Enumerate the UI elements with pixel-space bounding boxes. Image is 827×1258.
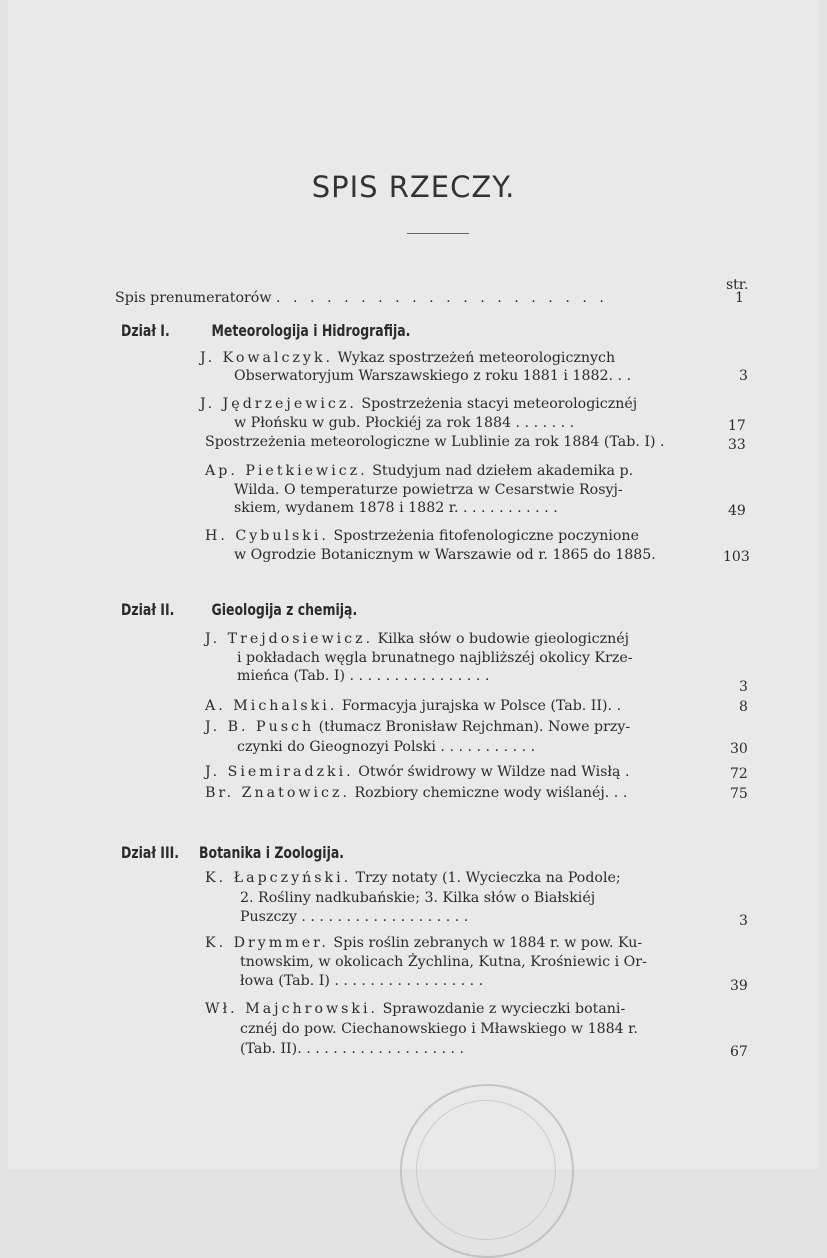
entry-text-line: Rozbiory chemiczne wody wiślanéj. . . bbox=[354, 785, 628, 801]
toc-entry bbox=[200, 395, 637, 414]
entry-text-line: Spostrzeżenia stacyi meteorologicznéj bbox=[361, 396, 638, 412]
section-heading bbox=[121, 321, 410, 340]
page-title: SPIS RZECZY. bbox=[311, 170, 516, 204]
entry-text-line: Formacyja jurajska w Polsce (Tab. II). . bbox=[341, 698, 622, 714]
entry-author: Ap. Pietkiewicz. bbox=[205, 463, 368, 479]
entry-page: 3 bbox=[739, 679, 748, 695]
toc-entry bbox=[205, 869, 621, 888]
entry-page: 49 bbox=[728, 503, 746, 519]
entry-text-line: Kilka słów o budowie gieologicznéj bbox=[377, 631, 630, 647]
library-stamp-inner-ring bbox=[416, 1100, 556, 1240]
entry-page: 67 bbox=[730, 1044, 748, 1060]
entry-page: 30 bbox=[730, 741, 748, 757]
entry-text-line: Puszczy . . . . . . . . . . . . . . . . . . . bbox=[240, 909, 469, 925]
entry-text-line: Studyjum nad dziełem akademika p. bbox=[372, 463, 634, 479]
section-heading bbox=[121, 843, 344, 862]
intro-entry bbox=[115, 289, 608, 308]
toc-entry bbox=[205, 462, 633, 481]
library-stamp bbox=[400, 1084, 574, 1258]
entry-page: 17 bbox=[728, 418, 746, 434]
section-title: Gieologija z chemiją. bbox=[211, 600, 358, 619]
entry-text-line: 2. Rośliny nadkubańskie; 3. Kilka słów o Białskiéj bbox=[240, 890, 596, 906]
entry-text-line: w Ogrodzie Botanicznym w Warszawie od r. 1865 do 1885. bbox=[234, 547, 656, 563]
entry-author: A. Michalski. bbox=[205, 698, 338, 714]
entry-page: 33 bbox=[728, 437, 746, 453]
entry-author: H. Cybulski. bbox=[205, 528, 329, 544]
entry-text-line: łowa (Tab. I) . . . . . . . . . . . . . . . . . bbox=[240, 973, 484, 989]
toc-entry bbox=[205, 433, 665, 452]
entry-author: J. B. Pusch bbox=[205, 719, 315, 735]
entry-text-line: (Tab. II). . . . . . . . . . . . . . . . . . . bbox=[240, 1041, 465, 1057]
toc-entry bbox=[205, 697, 621, 716]
toc-entry bbox=[205, 718, 630, 737]
toc-entry bbox=[205, 784, 627, 803]
entry-page: 103 bbox=[723, 549, 750, 565]
entry-page: 75 bbox=[730, 786, 748, 802]
intro-text: Spis prenumeratorów bbox=[115, 290, 272, 306]
entry-page: 39 bbox=[730, 978, 748, 994]
entry-text-line: Obserwatoryjum Warszawskiego z roku 1881 i 1882. . . bbox=[234, 368, 632, 384]
entry-author: K. Drymmer. bbox=[205, 935, 329, 951]
page-column-header: str. bbox=[726, 277, 749, 293]
entry-text-line: Wilda. O temperaturze powietrza w Cesarstwie Rosyj- bbox=[234, 482, 623, 498]
entry-author: Br. Znatowicz. bbox=[205, 785, 350, 801]
entry-page: 3 bbox=[739, 913, 748, 929]
intro-page: 1 bbox=[735, 290, 744, 306]
entry-text-line: Spis roślin zebranych w 1884 r. w pow. Ku- bbox=[333, 935, 643, 951]
entry-text-line: i pokładach węgla brunatnego najbliższéj okolicy Krze- bbox=[237, 650, 633, 666]
entry-text-line: Spostrzeżenia fitofenologiczne poczynione bbox=[333, 528, 639, 544]
entry-text-line: Trzy notaty (1. Wycieczka na Podole; bbox=[355, 870, 621, 886]
toc-entry bbox=[200, 349, 615, 368]
intro-leader: . . . . . . . . . . . . . . . . . . . . bbox=[275, 290, 608, 306]
entry-page: 8 bbox=[739, 699, 748, 715]
entry-author: J. Siemiradzki. bbox=[205, 764, 354, 780]
section-title: Botanika i Zoologija. bbox=[199, 843, 345, 862]
entry-text-line: tnowskim, w okolicach Żychlina, Kutna, Krośniewic i Or- bbox=[240, 954, 647, 970]
entry-text-line: czynki do Gieognozyi Polski . . . . . . . . . . . bbox=[237, 739, 536, 755]
toc-entry bbox=[205, 934, 642, 953]
entry-author: K. Łapczyński. bbox=[205, 870, 352, 886]
section-label: Dział III. bbox=[121, 843, 179, 862]
entry-text-line: (tłumacz Bronisław Rejchman). Nowe przy- bbox=[318, 719, 631, 735]
entry-text-line: mieńca (Tab. I) . . . . . . . . . . . . . . . . bbox=[237, 668, 490, 684]
entry-page: 3 bbox=[739, 368, 748, 384]
entry-text-line: w Płońsku w gub. Płockiéj za rok 1884 . . . . . . . bbox=[234, 415, 575, 431]
section-title: Meteorologija i Hidrografija. bbox=[211, 321, 411, 340]
entry-page: 72 bbox=[730, 766, 748, 782]
toc-entry bbox=[205, 527, 639, 546]
toc-entry bbox=[205, 1000, 625, 1019]
document-page bbox=[8, 0, 819, 1169]
entry-author: Wł. Majchrowski. bbox=[205, 1001, 379, 1017]
toc-entry bbox=[205, 630, 629, 649]
entry-text-line: cznéj do pow. Ciechanowskiego i Mławskiego w 1884 r. bbox=[240, 1021, 638, 1037]
section-label: Dział II. bbox=[121, 600, 175, 619]
section-heading bbox=[121, 600, 357, 619]
toc-entry bbox=[205, 763, 630, 782]
section-label: Dział I. bbox=[121, 321, 170, 340]
entry-text-line: Spostrzeżenia meteorologiczne w Lublinie za rok 1884 (Tab. I) . bbox=[205, 434, 665, 450]
entry-author: J. Kowalczyk. bbox=[200, 350, 334, 366]
entry-text-line: Wykaz spostrzeżeń meteorologicznych bbox=[337, 350, 616, 366]
entry-author: J. Trejdosiewicz. bbox=[205, 631, 374, 647]
entry-text-line: skiem, wydanem 1878 i 1882 r. . . . . . . . . . . . bbox=[234, 500, 558, 516]
entry-text-line: Sprawozdanie z wycieczki botani- bbox=[382, 1001, 626, 1017]
entry-author: J. Jędrzejewicz. bbox=[200, 396, 357, 412]
title-divider bbox=[407, 233, 469, 234]
entry-text-line: Otwór świdrowy w Wildze nad Wisłą . bbox=[358, 764, 630, 780]
